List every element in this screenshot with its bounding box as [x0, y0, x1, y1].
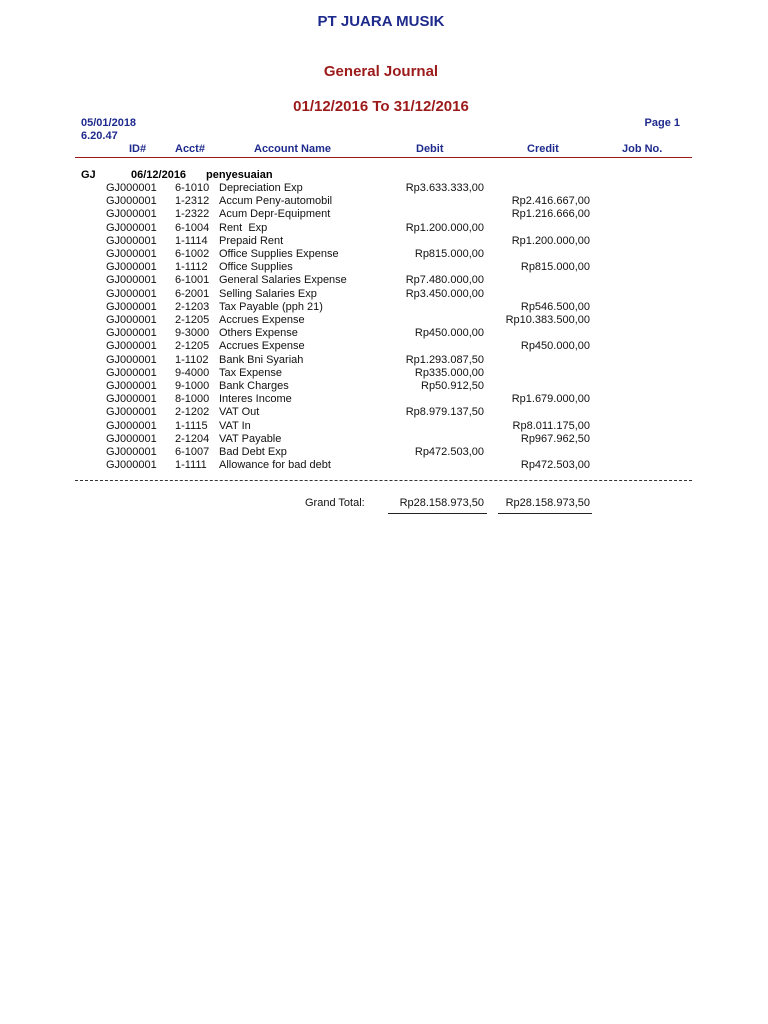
grand-total-credit: Rp28.158.973,50: [505, 497, 590, 509]
row-account-name: Selling Salaries Exp: [219, 287, 317, 300]
journal-row: [0, 182, 768, 195]
row-id: GJ000001: [106, 380, 157, 392]
print-date: 05/01/2018: [81, 117, 137, 129]
row-debit: Rp450.000,00: [414, 327, 484, 340]
journal-row: [0, 380, 768, 393]
row-credit: Rp967.962,50: [520, 432, 590, 445]
row-account-name: Interes Income: [219, 393, 292, 406]
row-debit: Rp3.633.333,00: [405, 182, 484, 194]
row-id: GJ000001: [106, 446, 157, 458]
row-account-number: 1-1111: [175, 459, 207, 472]
row-account-name: Office Supplies: [219, 261, 293, 274]
totals-divider: [75, 480, 692, 481]
row-account-number: 6-1002: [175, 248, 210, 260]
row-account-name: Allowance for bad debt: [219, 459, 331, 472]
row-credit: Rp815.000,00: [520, 261, 590, 274]
column-header-job-no: Job No.: [622, 143, 663, 155]
row-id: GJ000001: [106, 459, 157, 472]
row-id: GJ000001: [106, 300, 157, 313]
row-account-number: 1-2322: [175, 208, 210, 221]
row-account-name: Bank Charges: [219, 380, 289, 392]
journal-row: [0, 327, 768, 340]
row-debit: Rp8.979.137,50: [405, 406, 484, 419]
row-account-name: Depreciation Exp: [219, 182, 303, 194]
row-account-number: 6-2001: [175, 287, 210, 300]
journal-row: [0, 393, 768, 406]
row-account-number: 2-1202: [175, 406, 210, 419]
row-id: GJ000001: [106, 248, 157, 260]
row-debit: Rp1.293.087,50: [405, 353, 484, 366]
journal-row: [0, 274, 768, 287]
row-credit: Rp8.011.175,00: [512, 419, 590, 432]
header-divider: [75, 157, 692, 158]
row-account-number: 2-1205: [175, 340, 210, 353]
row-account-name: Tax Payable (pph 21): [219, 300, 323, 313]
column-header-id: ID#: [129, 143, 147, 155]
row-account-name: General Salaries Expense: [219, 274, 347, 287]
row-account-name: Tax Expense: [219, 366, 282, 379]
column-header-account-name: Account Name: [254, 143, 332, 155]
row-credit: Rp450.000,00: [520, 340, 590, 353]
row-account-number: 6-1010: [175, 182, 210, 194]
row-credit: Rp1.216.666,00: [511, 208, 590, 221]
row-id: GJ000001: [106, 221, 157, 234]
row-account-name: Office Supplies Expense: [219, 248, 339, 260]
row-account-name: Rent Exp: [219, 221, 268, 234]
journal-row: [0, 261, 768, 274]
row-id: GJ000001: [106, 366, 157, 379]
grand-total-label: Grand Total:: [305, 497, 365, 509]
grand-total-debit: Rp28.158.973,50: [399, 497, 484, 509]
journal-row: [0, 420, 768, 433]
row-id: GJ000001: [106, 195, 157, 208]
row-account-number: 9-3000: [175, 327, 210, 340]
journal-row: [0, 248, 768, 261]
row-id: GJ000001: [106, 406, 157, 419]
grand-total-debit-underline: [388, 513, 487, 514]
row-account-name: VAT In: [219, 419, 251, 432]
row-id: GJ000001: [106, 419, 157, 432]
row-account-number: 2-1204: [175, 432, 210, 445]
row-account-number: 1-1102: [175, 353, 209, 366]
row-account-number: 1-1112: [175, 261, 208, 274]
row-account-number: 9-4000: [175, 366, 210, 379]
group-memo: penyesuaian: [206, 169, 273, 181]
row-account-number: 2-1205: [175, 314, 210, 326]
journal-row: [0, 222, 768, 235]
row-account-name: VAT Payable: [219, 432, 282, 445]
row-id: GJ000001: [106, 340, 157, 353]
report-title: General Journal: [323, 63, 439, 80]
row-credit: Rp2.416.667,00: [511, 195, 590, 208]
row-id: GJ000001: [106, 393, 157, 406]
row-debit: Rp335.000,00: [414, 366, 484, 379]
row-account-name: Accrues Expense: [219, 314, 305, 326]
row-account-name: Prepaid Rent: [219, 234, 284, 247]
journal-row: [0, 235, 768, 248]
row-id: GJ000001: [106, 274, 157, 287]
journal-row: [0, 208, 768, 221]
row-account-number: 1-1115: [175, 419, 208, 432]
row-id: GJ000001: [106, 234, 157, 247]
row-id: GJ000001: [106, 432, 157, 445]
journal-row: [0, 446, 768, 459]
company-name: PT JUARA MUSIK: [317, 13, 445, 30]
journal-row: [0, 314, 768, 327]
row-account-number: 6-1007: [175, 446, 210, 458]
row-account-name: Acum Depr-Equipment: [219, 208, 331, 221]
row-account-name: VAT Out: [219, 406, 260, 419]
row-debit: Rp815.000,00: [414, 248, 484, 260]
group-type: GJ: [81, 169, 96, 181]
row-account-name: Others Expense: [219, 327, 298, 340]
journal-row: [0, 367, 768, 380]
row-id: GJ000001: [106, 353, 157, 366]
row-id: GJ000001: [106, 182, 157, 194]
journal-row: [0, 354, 768, 367]
column-header-acct: Acct#: [175, 143, 205, 155]
row-account-number: 6-1001: [175, 274, 210, 287]
report-period: 01/12/2016 To 31/12/2016: [293, 98, 469, 115]
row-account-name: Accum Peny-automobil: [219, 195, 333, 208]
row-account-number: 8-1000: [175, 393, 210, 406]
row-id: GJ000001: [106, 208, 157, 221]
row-id: GJ000001: [106, 287, 157, 300]
row-account-number: 2-1203: [175, 300, 210, 313]
row-id: GJ000001: [106, 327, 157, 340]
row-account-number: 9-1000: [175, 380, 210, 392]
page-number: Page 1: [644, 117, 680, 129]
row-account-number: 6-1004: [175, 221, 210, 234]
group-date: 06/12/2016: [131, 169, 187, 181]
row-id: GJ000001: [106, 314, 157, 326]
row-debit: Rp1.200.000,00: [405, 221, 484, 234]
grand-total-credit-underline: [498, 513, 592, 514]
journal-row: [0, 406, 768, 419]
journal-row: [0, 459, 768, 472]
row-debit: Rp7.480.000,00: [405, 274, 484, 287]
row-account-name: Bank Bni Syariah: [219, 353, 304, 366]
journal-row: [0, 288, 768, 301]
journal-row: [0, 195, 768, 208]
row-account-number: 1-1114: [175, 234, 208, 247]
print-time: 6.20.47: [81, 130, 118, 142]
row-credit: Rp1.200.000,00: [511, 234, 590, 247]
column-header-credit: Credit: [527, 143, 559, 155]
row-account-number: 1-2312: [175, 195, 210, 208]
row-debit: Rp3.450.000,00: [405, 287, 484, 300]
row-account-name: Bad Debt Exp: [219, 446, 287, 458]
journal-row: [0, 433, 768, 446]
row-account-name: Accrues Expense: [219, 340, 305, 353]
journal-row: [0, 301, 768, 314]
row-id: GJ000001: [106, 261, 157, 274]
row-debit: Rp50.912,50: [421, 380, 484, 392]
column-header-debit: Debit: [416, 143, 444, 155]
row-credit: Rp472.503,00: [520, 459, 590, 472]
journal-row: [0, 340, 768, 353]
row-credit: Rp1.679.000,00: [511, 393, 590, 406]
row-credit: Rp10.383.500,00: [505, 314, 590, 326]
row-credit: Rp546.500,00: [520, 300, 590, 313]
row-debit: Rp472.503,00: [414, 446, 484, 458]
